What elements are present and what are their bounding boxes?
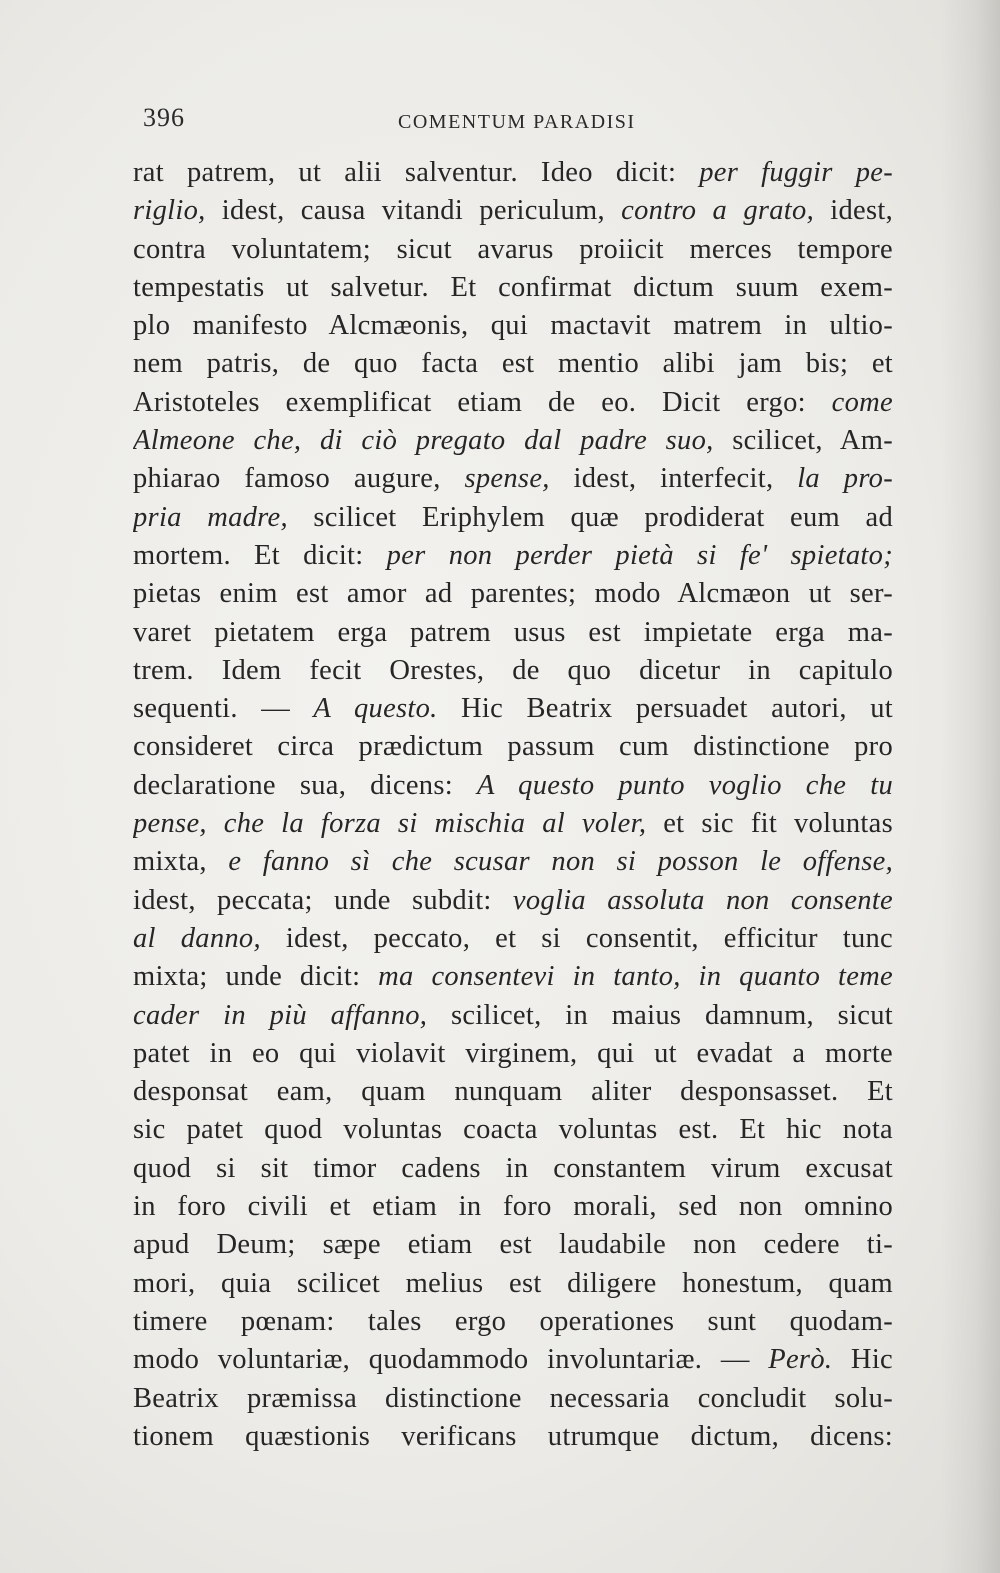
text-line xyxy=(133,767,893,805)
text-line xyxy=(133,1111,893,1149)
text-line xyxy=(133,1418,893,1456)
text-segment: sic patet quod voluntas coacta voluntas est. Et hic nota xyxy=(133,1114,893,1146)
italic-text-segment: voglia assoluta non consente xyxy=(512,884,893,916)
text-segment: rat patrem, ut alii salventur. Ideo dicit: xyxy=(133,157,700,188)
text-segment: mixta; unde dicit: xyxy=(133,961,379,993)
text-segment: consideret circa prædictum passum cum distinctione pro xyxy=(133,731,893,763)
italic-text-segment: per non perder pietà si fe' spietato; xyxy=(386,539,893,571)
text-line xyxy=(133,422,893,460)
italic-text-segment: Almeone che, di ciò pregato dal padre suo, xyxy=(133,425,714,457)
italic-text-segment: cader in più affanno, xyxy=(133,999,428,1031)
text-segment: mori, quia scilicet melius est diligere honestum, quam xyxy=(133,1267,893,1299)
text-line xyxy=(133,614,893,652)
text-segment: Hic xyxy=(832,1344,893,1376)
text-line xyxy=(133,307,893,345)
text-line xyxy=(133,805,893,843)
italic-text-segment: Però. xyxy=(768,1344,833,1376)
text-segment: idest, causa vitandi periculum, xyxy=(205,195,622,227)
text-segment: mixta, xyxy=(133,846,229,878)
text-line xyxy=(133,384,893,422)
text-segment: pietas enim est amor ad parentes; modo Alcmæon ut ser- xyxy=(133,578,893,610)
text-segment: idest, xyxy=(814,195,893,227)
text-segment: idest, peccato, et si consentit, efficitur tunc xyxy=(260,922,893,954)
text-segment: apud Deum; sæpe etiam est laudabile non cedere ti- xyxy=(133,1229,893,1261)
text-segment: Hic Beatrix persuadet autori, ut xyxy=(437,693,893,725)
text-line xyxy=(133,997,893,1035)
text-segment: patet in eo qui violavit virginem, qui ut evadat a morte xyxy=(133,1037,893,1069)
body-text xyxy=(133,154,893,1456)
text-line xyxy=(133,882,893,920)
text-line xyxy=(133,1265,893,1303)
text-segment: quod si sit timor cadens in constantem virum excusat xyxy=(133,1152,893,1184)
text-line xyxy=(133,231,893,269)
page-header xyxy=(143,103,853,143)
text-line xyxy=(133,1380,893,1418)
text-line xyxy=(133,728,893,766)
text-segment: scilicet Eriphylem quæ prodiderat eum ad xyxy=(287,501,893,533)
italic-text-segment: al danno, xyxy=(133,922,261,954)
text-segment: trem. Idem fecit Orestes, de quo dicetur in capitulo xyxy=(133,654,893,686)
text-segment: declaratione sua, dicens: xyxy=(133,769,477,801)
text-segment: et sic fit voluntas xyxy=(646,808,893,840)
text-line xyxy=(133,460,893,498)
text-line xyxy=(133,345,893,383)
text-segment: tempestatis ut salvetur. Et confirmat dictum suum exem- xyxy=(133,271,893,303)
italic-text-segment: spense, xyxy=(464,463,550,495)
text-line xyxy=(133,154,893,192)
italic-text-segment: contro a grato, xyxy=(621,195,815,227)
text-line xyxy=(133,1226,893,1264)
text-segment: idest, interfecit, xyxy=(549,463,798,495)
italic-text-segment: la pro- xyxy=(797,463,893,495)
text-segment: desponsat eam, quam nunquam aliter desponsasset. Et xyxy=(133,1076,893,1108)
text-segment: nem patris, de quo facta est mentio alibi jam bis; et xyxy=(133,348,893,380)
text-segment: plo manifesto Alcmæonis, qui mactavit matrem in ultio- xyxy=(133,310,893,342)
text-line xyxy=(133,1303,893,1341)
text-segment: modo voluntariæ, quodammodo involuntariæ. — xyxy=(133,1344,769,1376)
text-line xyxy=(133,1341,893,1379)
page-edge-shadow xyxy=(940,0,1000,1573)
text-segment: contra voluntatem; sicut avarus proiicit merces tempore xyxy=(133,233,893,265)
text-segment: timere pœnam: tales ergo operationes sunt quodam- xyxy=(133,1305,893,1337)
text-segment: mortem. Et dicit: xyxy=(133,539,387,571)
text-line xyxy=(133,652,893,690)
italic-text-segment: ma consentevi in tanto, in quanto teme xyxy=(378,961,893,993)
italic-text-segment: per fuggir pe- xyxy=(699,157,893,188)
text-line xyxy=(133,1035,893,1073)
text-line xyxy=(133,843,893,881)
text-segment: idest, peccata; unde subdit: xyxy=(133,884,513,916)
text-segment: scilicet, in maius damnum, sicut xyxy=(427,999,893,1031)
text-line xyxy=(133,1188,893,1226)
italic-text-segment: A questo punto voglio che tu xyxy=(476,769,893,801)
text-segment: scilicet, Am- xyxy=(713,425,893,457)
text-segment: Beatrix præmissa distinctione necessaria concludit solu- xyxy=(133,1382,893,1414)
running-title: COMENTUM PARADISI xyxy=(398,111,636,133)
text-segment: tionem quæstionis verificans utrumque dictum, dicens: xyxy=(133,1420,893,1452)
text-segment: Aristoteles exemplificat etiam de eo. Dicit ergo: xyxy=(133,386,832,418)
text-line xyxy=(133,1150,893,1188)
text-line xyxy=(133,958,893,996)
text-line xyxy=(133,499,893,537)
text-line xyxy=(133,192,893,230)
text-line xyxy=(133,537,893,575)
italic-text-segment: pria madre, xyxy=(133,501,288,533)
text-segment: varet pietatem erga patrem usus est impietate erga ma- xyxy=(133,616,893,648)
italic-text-segment: e fanno sì che scusar non si posson le offense, xyxy=(228,846,893,878)
italic-text-segment: come xyxy=(831,386,893,418)
text-segment: phiarao famoso augure, xyxy=(133,463,465,495)
text-line xyxy=(133,1073,893,1111)
text-line xyxy=(133,690,893,728)
text-line xyxy=(133,269,893,307)
text-segment: sequenti. — xyxy=(133,693,314,725)
text-segment: in foro civili et etiam in foro morali, sed non omnino xyxy=(133,1191,893,1223)
italic-text-segment: pense, che la forza si mischia al voler, xyxy=(133,808,647,840)
page-number: 396 xyxy=(143,103,185,132)
text-line xyxy=(133,575,893,613)
italic-text-segment: riglio, xyxy=(133,195,206,227)
text-line xyxy=(133,920,893,958)
italic-text-segment: A questo. xyxy=(313,693,438,725)
